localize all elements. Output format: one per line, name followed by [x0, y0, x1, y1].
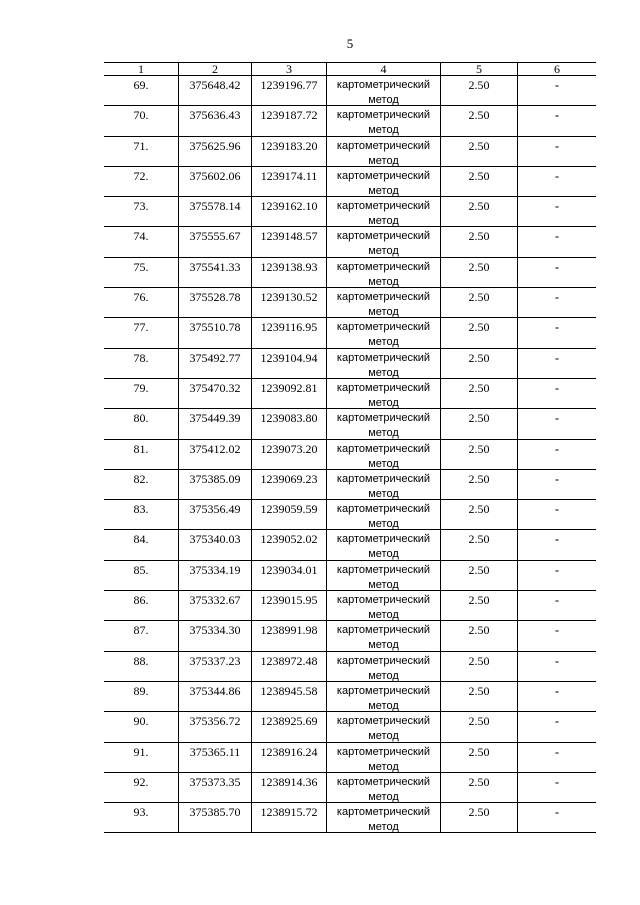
y-coordinate-cell: 1239196.77	[252, 76, 327, 105]
table-row	[104, 76, 596, 106]
method-text: картометрический метод	[336, 79, 431, 106]
point-number-cell: 81.	[104, 440, 179, 469]
x-coordinate-cell: 375337.23	[179, 652, 252, 681]
table-row	[104, 591, 596, 621]
error-cell: 2.50	[441, 197, 518, 226]
note-cell: -	[555, 532, 559, 547]
error-cell: 2.50	[441, 440, 518, 469]
y-coordinate-cell: 1239092.81	[252, 379, 327, 408]
method-text: картометрический метод	[336, 806, 431, 833]
x-coordinate-cell: 375602.06	[179, 167, 252, 196]
point-number-cell: 76.	[104, 288, 179, 317]
error-cell: 2.50	[441, 227, 518, 256]
note-cell: -	[555, 350, 559, 365]
method-text: картометрический метод	[336, 200, 431, 227]
table-row	[104, 470, 596, 500]
page-number: 5	[346, 36, 354, 51]
y-coordinate-cell: 1239130.52	[252, 288, 327, 317]
note-cell: -	[555, 805, 559, 820]
table-row	[104, 652, 596, 682]
y-coordinate-cell: 1239148.57	[252, 227, 327, 256]
table-row	[104, 349, 596, 379]
x-coordinate-cell: 375344.86	[179, 682, 252, 711]
table-row	[104, 682, 596, 712]
x-coordinate-cell: 375334.19	[179, 561, 252, 590]
y-coordinate-cell: 1239073.20	[252, 440, 327, 469]
error-cell: 2.50	[441, 803, 518, 832]
x-coordinate-cell: 375625.96	[179, 137, 252, 166]
note-cell: -	[555, 320, 559, 335]
method-text: картометрический метод	[336, 169, 431, 197]
x-coordinate-cell: 375470.32	[179, 379, 252, 408]
note-cell: -	[555, 502, 559, 517]
point-number-cell: 78.	[104, 349, 179, 378]
table-row	[104, 379, 596, 409]
error-cell: 2.50	[441, 167, 518, 196]
y-coordinate-cell: 1239183.20	[252, 137, 327, 166]
x-coordinate-cell: 375356.49	[179, 500, 252, 529]
table-row	[104, 318, 596, 348]
error-cell: 2.50	[441, 591, 518, 620]
table-row	[104, 440, 596, 470]
method-cell	[327, 561, 441, 590]
method-text: картометрический метод	[336, 654, 431, 681]
method-cell	[327, 652, 441, 681]
y-coordinate-cell: 1239059.59	[252, 500, 327, 529]
x-coordinate-cell: 375578.14	[179, 197, 252, 226]
note-cell: -	[555, 471, 559, 486]
error-cell: 2.50	[441, 712, 518, 741]
note-cell: -	[555, 562, 559, 577]
method-text: картометрический метод	[336, 775, 431, 803]
method-text: картометрический метод	[336, 715, 431, 742]
y-coordinate-cell: 1238914.36	[252, 773, 327, 802]
error-cell: 2.50	[441, 106, 518, 135]
y-coordinate-cell: 1238991.98	[252, 621, 327, 650]
x-coordinate-cell: 375385.70	[179, 803, 252, 832]
method-text: картометрический метод	[336, 109, 431, 136]
point-number-cell: 71.	[104, 137, 179, 166]
x-coordinate-cell: 375555.67	[179, 227, 252, 256]
x-coordinate-cell: 375365.11	[179, 743, 252, 772]
error-cell: 2.50	[441, 500, 518, 529]
error-cell: 2.50	[441, 470, 518, 499]
point-number-cell: 80.	[104, 409, 179, 438]
method-cell	[327, 379, 441, 408]
method-cell	[327, 227, 441, 256]
error-cell: 2.50	[441, 76, 518, 105]
method-cell	[327, 137, 441, 166]
point-number-cell: 84.	[104, 530, 179, 559]
note-cell: -	[555, 199, 559, 214]
x-coordinate-cell: 375528.78	[179, 288, 252, 317]
method-text: картометрический метод	[336, 351, 431, 378]
method-text: картометрический метод	[336, 291, 431, 318]
table-row	[104, 409, 596, 439]
y-coordinate-cell: 1239069.23	[252, 470, 327, 499]
point-number-cell: 91.	[104, 743, 179, 772]
method-cell	[327, 682, 441, 711]
x-coordinate-cell: 375334.30	[179, 621, 252, 650]
header-cell-5: 5	[441, 63, 518, 75]
y-coordinate-cell: 1239138.93	[252, 258, 327, 287]
method-cell	[327, 470, 441, 499]
x-coordinate-cell: 375449.39	[179, 409, 252, 438]
table-row	[104, 561, 596, 591]
method-text: картометрический метод	[336, 594, 431, 621]
method-cell	[327, 197, 441, 226]
x-coordinate-cell: 375385.09	[179, 470, 252, 499]
method-cell	[327, 530, 441, 559]
y-coordinate-cell: 1239187.72	[252, 106, 327, 135]
method-cell	[327, 440, 441, 469]
note-cell: -	[555, 411, 559, 426]
table-row	[104, 773, 596, 803]
method-cell	[327, 167, 441, 196]
note-cell: -	[555, 744, 559, 759]
note-cell: -	[555, 623, 559, 638]
note-cell: -	[555, 653, 559, 668]
note-cell: -	[555, 259, 559, 274]
error-cell: 2.50	[441, 409, 518, 438]
method-text: картометрический метод	[336, 563, 431, 591]
note-cell: -	[555, 290, 559, 305]
method-cell	[327, 773, 441, 802]
error-cell: 2.50	[441, 137, 518, 166]
x-coordinate-cell: 375412.02	[179, 440, 252, 469]
error-cell: 2.50	[441, 349, 518, 378]
table-row	[104, 227, 596, 257]
method-text: картометрический метод	[336, 230, 431, 257]
table-row	[104, 106, 596, 136]
error-cell: 2.50	[441, 682, 518, 711]
method-cell	[327, 318, 441, 347]
table-row	[104, 712, 596, 742]
table-row	[104, 197, 596, 227]
table-row	[104, 167, 596, 197]
error-cell: 2.50	[441, 258, 518, 287]
point-number-cell: 86.	[104, 591, 179, 620]
y-coordinate-cell: 1239116.95	[252, 318, 327, 347]
table-row	[104, 288, 596, 318]
note-cell: -	[555, 774, 559, 789]
header-cell-3: 3	[252, 63, 327, 75]
method-text: картометрический метод	[336, 260, 431, 288]
error-cell: 2.50	[441, 379, 518, 408]
header-cell-1: 1	[104, 63, 179, 75]
method-text: картометрический метод	[336, 624, 431, 651]
y-coordinate-cell: 1238945.58	[252, 682, 327, 711]
table-row	[104, 621, 596, 651]
x-coordinate-cell: 375541.33	[179, 258, 252, 287]
note-cell: -	[555, 138, 559, 153]
point-number-cell: 87.	[104, 621, 179, 650]
point-number-cell: 90.	[104, 712, 179, 741]
note-cell: -	[555, 168, 559, 183]
table-row	[104, 500, 596, 530]
method-cell	[327, 743, 441, 772]
point-number-cell: 92.	[104, 773, 179, 802]
point-number-cell: 74.	[104, 227, 179, 256]
method-text: картометрический метод	[336, 412, 431, 439]
error-cell: 2.50	[441, 288, 518, 317]
point-number-cell: 89.	[104, 682, 179, 711]
x-coordinate-cell: 375373.35	[179, 773, 252, 802]
x-coordinate-cell: 375340.03	[179, 530, 252, 559]
note-cell: -	[555, 683, 559, 698]
note-cell: -	[555, 714, 559, 729]
header-cell-4: 4	[327, 63, 441, 75]
x-coordinate-cell: 375636.43	[179, 106, 252, 135]
header-cell-2: 2	[179, 63, 252, 75]
method-cell	[327, 712, 441, 741]
method-text: картометрический метод	[336, 745, 431, 772]
y-coordinate-cell: 1239052.02	[252, 530, 327, 559]
point-number-cell: 70.	[104, 106, 179, 135]
method-text: картометрический метод	[336, 472, 431, 500]
point-number-cell: 69.	[104, 76, 179, 105]
note-cell: -	[555, 229, 559, 244]
method-text: картометрический метод	[336, 684, 431, 712]
y-coordinate-cell: 1239083.80	[252, 409, 327, 438]
point-number-cell: 75.	[104, 258, 179, 287]
method-text: картометрический метод	[336, 381, 431, 409]
y-coordinate-cell: 1238925.69	[252, 712, 327, 741]
y-coordinate-cell: 1239162.10	[252, 197, 327, 226]
note-cell: -	[555, 441, 559, 456]
note-cell: -	[555, 78, 559, 92]
error-cell: 2.50	[441, 773, 518, 802]
method-cell	[327, 409, 441, 438]
method-cell	[327, 803, 441, 832]
point-number-cell: 83.	[104, 500, 179, 529]
y-coordinate-cell: 1239034.01	[252, 561, 327, 590]
x-coordinate-cell: 375492.77	[179, 349, 252, 378]
error-cell: 2.50	[441, 530, 518, 559]
point-number-cell: 88.	[104, 652, 179, 681]
table-row	[104, 137, 596, 167]
y-coordinate-cell: 1238972.48	[252, 652, 327, 681]
point-number-cell: 93.	[104, 803, 179, 832]
point-number-cell: 73.	[104, 197, 179, 226]
table-row	[104, 743, 596, 773]
error-cell: 2.50	[441, 743, 518, 772]
note-cell: -	[555, 380, 559, 395]
method-cell	[327, 349, 441, 378]
method-text: картометрический метод	[336, 503, 431, 530]
table-row	[104, 530, 596, 560]
method-cell	[327, 500, 441, 529]
table-row	[104, 258, 596, 288]
point-number-cell: 79.	[104, 379, 179, 408]
method-text: картометрический метод	[336, 321, 431, 348]
x-coordinate-cell: 375332.67	[179, 591, 252, 620]
point-number-cell: 82.	[104, 470, 179, 499]
method-cell	[327, 258, 441, 287]
method-text: картометрический метод	[336, 442, 431, 469]
y-coordinate-cell: 1238915.72	[252, 803, 327, 832]
note-cell: -	[555, 108, 559, 123]
error-cell: 2.50	[441, 318, 518, 347]
error-cell: 2.50	[441, 561, 518, 590]
y-coordinate-cell: 1239015.95	[252, 591, 327, 620]
x-coordinate-cell: 375510.78	[179, 318, 252, 347]
point-number-cell: 85.	[104, 561, 179, 590]
table-row	[104, 803, 596, 833]
error-cell: 2.50	[441, 621, 518, 650]
y-coordinate-cell: 1239174.11	[252, 167, 327, 196]
method-cell	[327, 621, 441, 650]
x-coordinate-cell: 375648.42	[179, 76, 252, 105]
y-coordinate-cell: 1238916.24	[252, 743, 327, 772]
method-text: картометрический метод	[336, 533, 431, 560]
point-number-cell: 72.	[104, 167, 179, 196]
note-cell: -	[555, 593, 559, 608]
method-text: картометрический метод	[336, 139, 431, 166]
method-cell	[327, 76, 441, 105]
method-cell	[327, 591, 441, 620]
error-cell: 2.50	[441, 652, 518, 681]
table-header-row	[104, 63, 596, 76]
coordinates-table	[104, 62, 596, 833]
method-cell	[327, 288, 441, 317]
header-cell-6: 6	[554, 63, 560, 75]
point-number-cell: 77.	[104, 318, 179, 347]
method-cell	[327, 106, 441, 135]
x-coordinate-cell: 375356.72	[179, 712, 252, 741]
y-coordinate-cell: 1239104.94	[252, 349, 327, 378]
